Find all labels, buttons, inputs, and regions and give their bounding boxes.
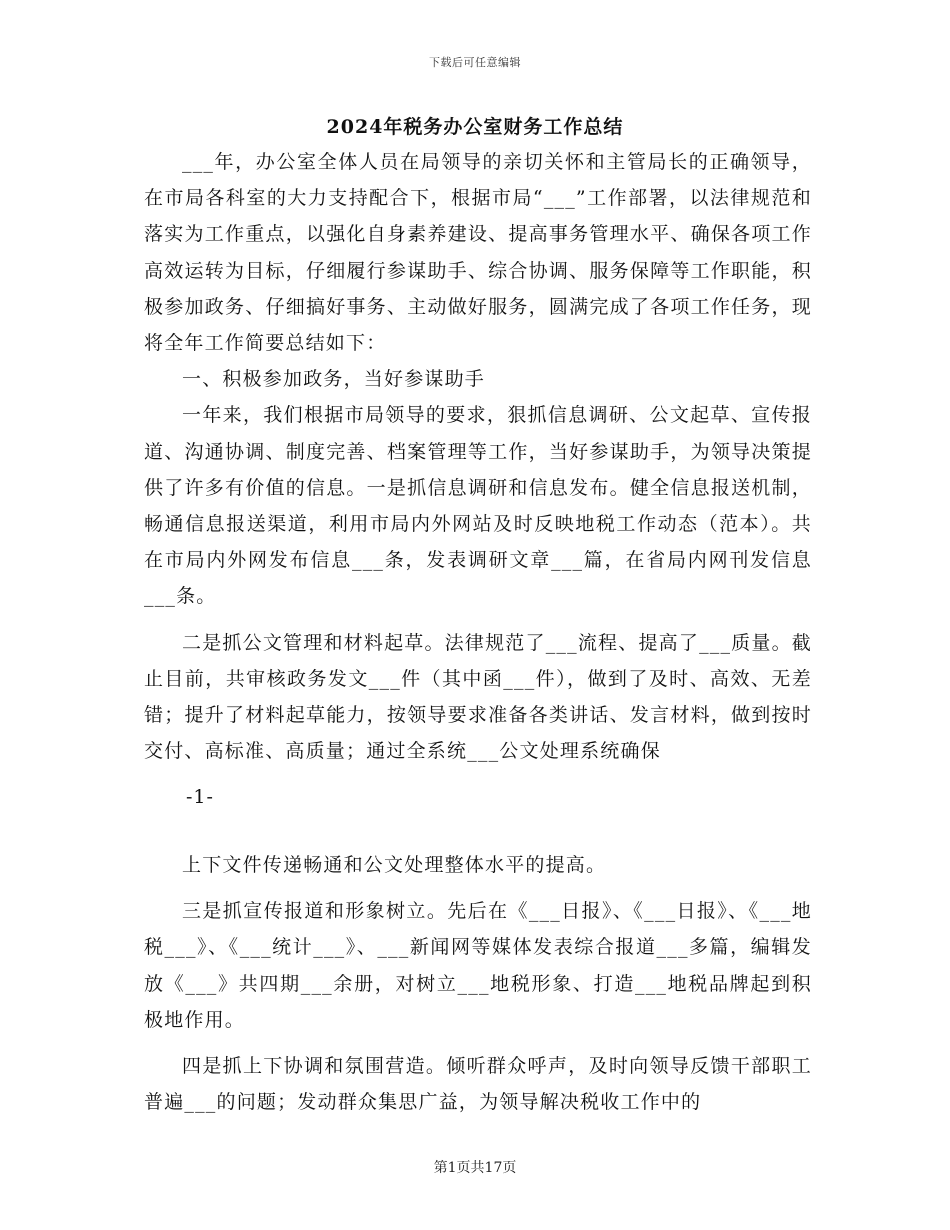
body-paragraph: 二是抓公文管理和材料起草。法律规范了___流程、提高了___质量。截止目前，共审核政务发文___件（其中函___件），做到了及时、高效、无差错；提升了材料起草能力，按领导要求准备各类讲话、发言材料，做到按时交付、高标准、高质量；通过全系统___公文处理系统确保 <box>144 631 812 763</box>
body-paragraph: 四是抓上下协调和氛围营造。倾听群众呼声，及时向领导反馈干部职工普遍___的问题；发动群众集思广益，为领导解决税收工作中的 <box>144 1055 812 1114</box>
intro-paragraph: ___年，办公室全体人员在局领导的亲切关怀和主管局长的正确领导，在市局各科室的大力支持配合下，根据市局“___”工作部署，以法律规范和落实为工作重点，以强化自身素养建设、提高事务管理水平、确保各项工作高效运转为目标，仔细履行参谋助手、综合协调、服务保障等工作职能，积极参加政务、仔细搞好事务、主动做好服务，圆满完成了各项工作任务，现将全年工作简要总结如下： <box>144 151 812 355</box>
header-note: 下载后可任意编辑 <box>429 56 521 69</box>
page-marker: -1- <box>186 786 214 808</box>
body-section-2 <box>144 847 812 1120</box>
body-paragraph: 上下文件传递畅通和公文处理整体水平的提高。 <box>182 854 607 876</box>
body-paragraph: 一年来，我们根据市局领导的要求，狠抓信息调研、公文起草、宣传报道、沟通协调、制度完善、档案管理等工作，当好参谋助手，为领导决策提供了许多有价值的信息。一是抓信息调研和信息发布。健全信息报送机制，畅通信息报送渠道，利用市局内外网站及时反映地税工作动态（范本）。共在市局内外网发布信息___条，发表调研文章___篇，在省局内网刊发信息___条。 <box>144 404 812 608</box>
page-number-footer: 第1页共17页 <box>433 1160 517 1176</box>
section-heading: 一、积极参加政务，当好参谋助手 <box>182 368 486 391</box>
body-section-1 <box>144 144 812 769</box>
document-title: 2024年税务办公室财务工作总结 <box>326 116 624 138</box>
body-paragraph: 三是抓宣传报道和形象树立。先后在《___日报》、《___日报》、《___地税___》、《___统计___》、___新闻网等媒体发表综合报道___多篇，编辑发放《___》共四期___余册，对树立___地税形象、打造___地税品牌起到积极地作用。 <box>144 900 812 1031</box>
